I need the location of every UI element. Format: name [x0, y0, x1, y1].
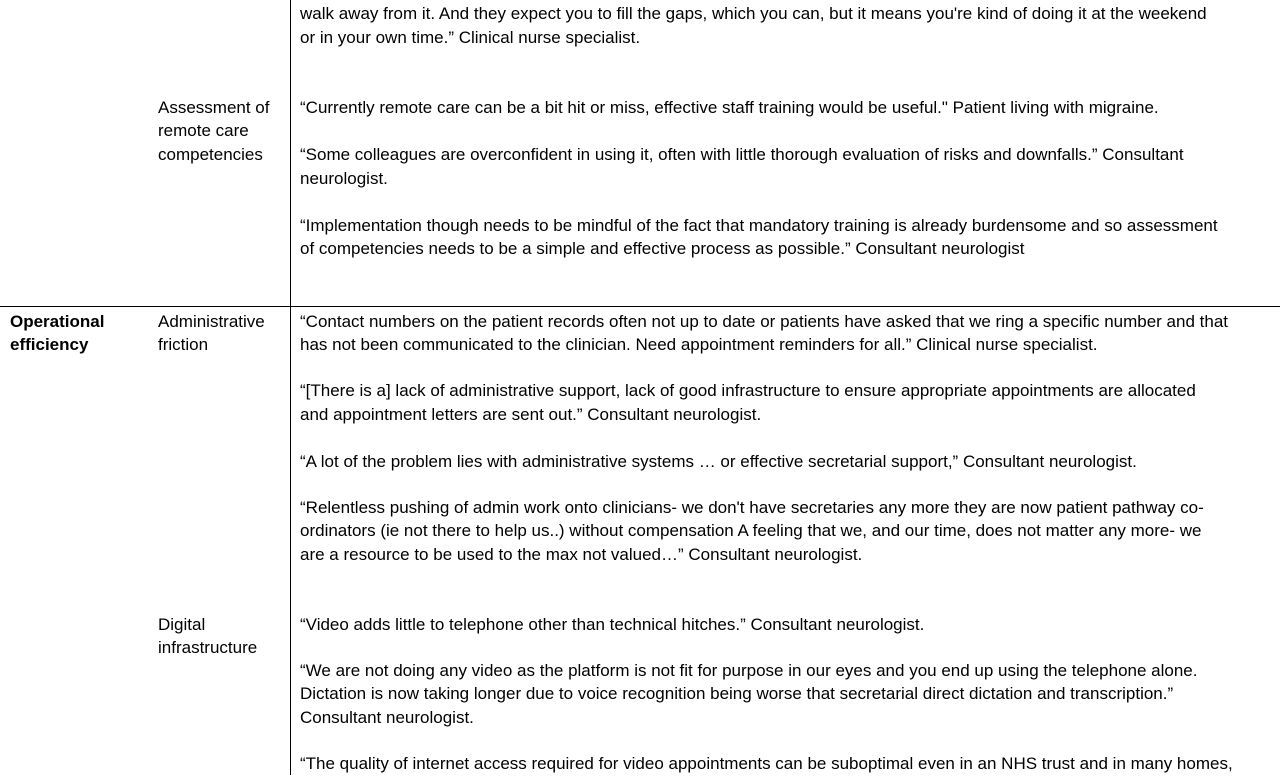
subtheme-label: competencies	[158, 145, 263, 164]
row-divider	[0, 306, 1280, 307]
quote-line: has not been communicated to the clinician. Need appointment reminders for all.” Clinical nurse specialist.	[300, 335, 1098, 354]
subtheme-label: Digital	[158, 615, 206, 634]
quote-line: “Video adds little to telephone other than technical hitches.” Consultant neurologist.	[300, 615, 925, 634]
quote-line: walk away from it. And they expect you to fill the gaps, which you can, but it means you're kind of doing it at the weekend	[300, 4, 1207, 23]
quote-line: “Relentless pushing of admin work onto clinicians- we don't have secretaries any more they are now patient pathway co-	[300, 498, 1204, 517]
subtheme-label: infrastructure	[158, 638, 258, 657]
quote-line: ordinators (ie not there to help us..) without compensation A feeling that we, and our time, does not matter any more- we	[300, 521, 1202, 540]
subtheme-label: Assessment of	[158, 98, 270, 117]
quote-line: of competencies needs to be a simple and effective process as possible.” Consultant neurologist	[300, 239, 1025, 258]
quote-line: “Some colleagues are overconfident in using it, often with little thorough evaluation of risks and downfalls.” Consultant	[300, 145, 1184, 164]
quote-line: or in your own time.” Clinical nurse specialist.	[300, 28, 641, 47]
theme-label: efficiency	[10, 335, 89, 354]
subtheme-label: remote care	[158, 121, 249, 140]
subtheme-label: friction	[158, 335, 209, 354]
quote-line: “Implementation though needs to be mindful of the fact that mandatory training is already burdensome and so assessment	[300, 216, 1218, 235]
theme-label: Operational	[10, 312, 105, 331]
subtheme-label: Administrative	[158, 312, 265, 331]
quote-line: “Contact numbers on the patient records often not up to date or patients have asked that we ring a specific number and that	[300, 312, 1229, 331]
quote-line: “Currently remote care can be a bit hit or miss, effective staff training would be useful." Patient living with migraine.	[300, 98, 1159, 117]
quote-line: and appointment letters are sent out.” Consultant neurologist.	[300, 405, 762, 424]
quote-line: “[There is a] lack of administrative support, lack of good infrastructure to ensure appropriate appointments are allocated	[300, 381, 1196, 400]
column-divider	[290, 0, 291, 775]
quote-line: Dictation is now taking longer due to voice recognition being worse that secretarial direct dictation and transcription.”	[300, 684, 1174, 703]
quote-line: “A lot of the problem lies with administrative systems … or effective secretarial support,” Consultant neurologist.	[300, 452, 1137, 471]
quote-line: neurologist.	[300, 169, 388, 188]
quote-line: Consultant neurologist.	[300, 708, 474, 727]
quote-line: are a resource to be used to the max not valued…” Consultant neurologist.	[300, 545, 863, 564]
quote-line: “The quality of internet access required for video appointments can be suboptimal even in an NHS trust and in many homes,	[300, 754, 1233, 773]
quote-line: “We are not doing any video as the platform is not fit for purpose in our eyes and you end up using the telephone alone.	[300, 661, 1198, 680]
